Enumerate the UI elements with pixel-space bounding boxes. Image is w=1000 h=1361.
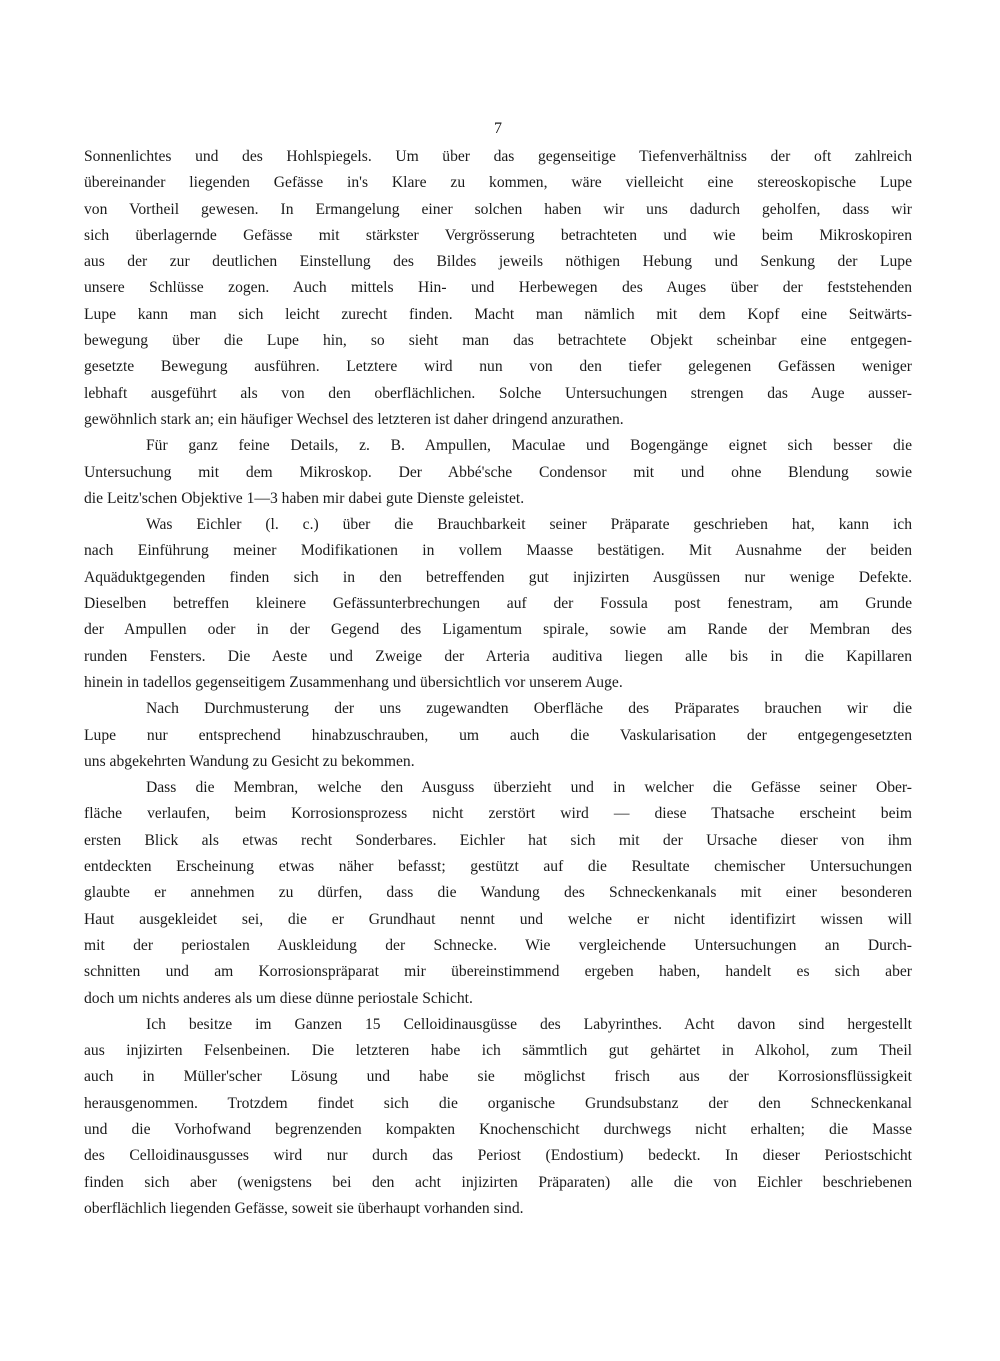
- text-line: auch in Müller'scher Lösung und habe sie möglichst frisch aus der Korrosionsflüssigkeit: [84, 1068, 912, 1086]
- text-line: Haut ausgekleidet sei, die er Grundhaut nennt und welche er nicht identifizirt wissen will: [84, 910, 912, 928]
- text-line: ersten Blick als etwas recht Sonderbares. Eichler hat sich mit der Ursache dieser von ihm: [84, 831, 912, 849]
- text-line: doch um nichts anderes als um diese dünne periostale Schicht.: [84, 989, 473, 1007]
- text-line: Ich besitze im Ganzen 15 Celloidinausgüsse des Labyrinthes. Acht davon sind hergestellt: [146, 1015, 912, 1033]
- text-line: nach Einführung meiner Modifikationen in vollem Maasse bestätigen. Mit Ausnahme der beiden: [84, 542, 912, 560]
- body-text: [84, 144, 912, 1222]
- text-line: aus injizirten Felsenbeinen. Die letzteren habe ich sämmtlich gut gehärtet in Alkohol, zum Theil: [84, 1042, 912, 1060]
- page-number: 7: [494, 120, 502, 137]
- text-line: mit der periostalen Auskleidung der Schnecke. Wie vergleichende Untersuchungen an Durch-: [84, 936, 912, 954]
- text-line: Aquäduktgegenden finden sich in den betreffenden gut injizirten Ausgüssen nur wenige Defekte.: [84, 568, 912, 586]
- text-line: uns abgekehrten Wandung zu Gesicht zu bekommen.: [84, 752, 415, 770]
- text-line: Lupe kann man sich leicht zurecht finden. Macht man nämlich mit dem Kopf eine Seitwärts-: [84, 305, 912, 323]
- text-line: Für ganz feine Details, z. B. Ampullen, Maculae und Bogengänge eignet sich besser die: [146, 437, 912, 455]
- text-line: Untersuchung mit dem Mikroskop. Der Abbé'sche Condensor mit und ohne Blendung sowie: [84, 463, 912, 481]
- text-line: Lupe nur entsprechend hinabzuschrauben, um auch die Vaskularisation der entgegengesetzten: [84, 726, 912, 744]
- text-line: und die Vorhofwand begrenzenden kompakten Knochenschicht durchwegs nicht erhalten; die Masse: [84, 1120, 912, 1138]
- text-line: Dieselben betreffen kleinere Gefässunterbrechungen auf der Fossula post fenestram, am Grunde: [84, 595, 912, 613]
- text-line: die Leitz'schen Objektive 1—3 haben mir dabei gute Dienste geleistet.: [84, 489, 525, 507]
- text-line: aus der zur deutlichen Einstellung des Bildes jeweils nöthigen Hebung und Senkung der Lupe: [84, 253, 912, 271]
- text-line: bewegung über die Lupe hin, so sieht man das betrachtete Objekt scheinbar eine entgegen-: [84, 332, 912, 350]
- text-line: unsere Schlüsse zogen. Auch mittels Hin- und Herbewegen des Auges über der feststehenden: [84, 279, 912, 297]
- paragraph: [84, 144, 912, 433]
- text-line: des Celloidinausgusses wird nur durch das Periost (Endostium) bedeckt. In dieser Periostschicht: [84, 1147, 912, 1165]
- text-line: herausgenommen. Trotzdem findet sich die organische Grundsubstanz der den Schneckenkanal: [84, 1094, 912, 1112]
- text-line: Nach Durchmusterung der uns zugewandten Oberfläche des Präparates brauchen wir die: [146, 700, 912, 718]
- paragraph: [84, 433, 912, 512]
- text-line: runden Fensters. Die Aeste und Zweige der Arteria auditiva liegen alle bis in die Kapillaren: [84, 647, 912, 665]
- text-line: schnitten und am Korrosionspräparat mir übereinstimmend ergeben haben, handelt es sich aber: [84, 963, 912, 981]
- text-line: sich überlagernde Gefässe mit stärkster Vergrösserung betrachteten und wie beim Mikroskopiren: [84, 226, 912, 244]
- text-line: von Vortheil gewesen. In Ermangelung einer solchen haben wir uns dadurch geholfen, dass wir: [84, 200, 912, 218]
- text-line: gesetzte Bewegung ausführen. Letztere wird nun von den tiefer gelegenen Gefässen weniger: [84, 358, 912, 376]
- paragraph: [84, 696, 912, 775]
- paragraph: [84, 1012, 912, 1222]
- text-line: Was Eichler (l. c.) über die Brauchbarkeit seiner Präparate geschrieben hat, kann ich: [146, 516, 912, 534]
- text-line: hinein in tadellos gegenseitigem Zusammenhang und übersichtlich vor unserem Auge.: [84, 673, 623, 691]
- text-line: Sonnenlichtes und des Hohlspiegels. Um über das gegenseitige Tiefenverhältniss der oft zahlreich: [84, 148, 912, 165]
- text-line: finden sich aber (wenigstens bei den acht injizirten Präparaten) alle die von Eichler beschriebenen: [84, 1173, 912, 1191]
- paragraph: [84, 775, 912, 1012]
- text-line: lebhaft ausgeführt als von den oberflächlichen. Solche Untersuchungen strengen das Auge ausser-: [84, 384, 912, 402]
- text-line: der Ampullen oder in der Gegend des Ligamentum spirale, sowie am Rande der Membran des: [84, 621, 912, 639]
- text-line: entdeckten Erscheinung etwas näher befasst; gestützt auf die Resultate chemischer Untersuchungen: [84, 858, 912, 876]
- text-line: glaubte er annehmen zu dürfen, dass die Wandung des Schneckenkanals mit einer besonderen: [84, 884, 912, 902]
- text-line: Dass die Membran, welche den Ausguss überzieht und in welcher die Gefässe seiner Ober-: [146, 779, 912, 797]
- text-line: fläche verlaufen, beim Korrosionsprozess nicht zerstört wird — diese Thatsache erscheint beim: [84, 805, 912, 823]
- text-line: oberflächlich liegenden Gefässe, soweit sie überhaupt vorhanden sind.: [84, 1199, 524, 1217]
- text-line: gewöhnlich stark an; ein häufiger Wechsel des letzteren ist daher dringend anzurathen.: [84, 410, 624, 428]
- text-line: übereinander liegenden Gefässe in's Klare zu kommen, wäre vielleicht eine stereoskopische Lupe: [84, 174, 912, 192]
- paragraph: [84, 512, 912, 696]
